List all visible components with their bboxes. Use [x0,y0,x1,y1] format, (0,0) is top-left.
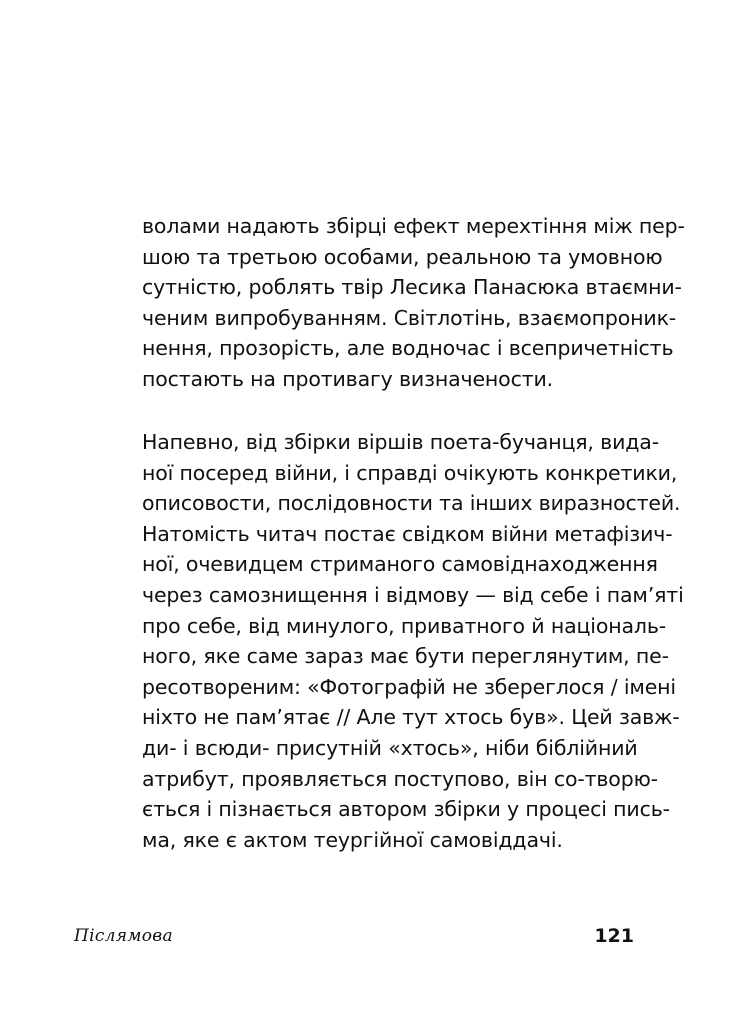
page-number: 121 [594,925,634,947]
text-line: ресотвореним: «Фотографій не збереглося / імені [142,674,676,699]
text-line: ної посеред війни, і справді очікують конкретики, [142,460,678,485]
text-line: постають на противагу визначености. [142,366,554,391]
text-line: волами надають збірці ефект мерехтіння між пер- [142,214,685,238]
text-line: ніхто не пам’ятає // Але тут хтось був». Цей завж- [142,705,680,730]
text-line: ма, яке є актом теургійної самовіддачі. [142,827,563,852]
text-line: сутністю, роблять твір Лесика Панасюка втаємни- [142,275,682,300]
text-line: ного, яке саме зараз має бути переглянутим, пе- [142,644,669,669]
text-line: ється і пізнається автором збірки у процесі пись- [142,797,670,822]
text-line: через самознищення і відмову — від себе і пам’яті [142,582,684,607]
paragraph-1 [142,211,685,395]
text-line: шою та третьою особами, реальною та умовною [142,244,663,269]
text-line: ної, очевидцем стриманого самовіднаходження [142,552,658,577]
text-line: Натомість читач постає свідком війни метафізич- [142,521,673,546]
text-line: атрибут, проявляється поступово, він со-творю- [142,766,658,791]
text-line: про себе, від минулого, приватного й національ- [142,613,667,638]
text-line: Напевно, від збірки віршів поета-бучанця, вида- [142,430,659,454]
text-line: описовости, послідовности та інших виразностей. [142,491,681,516]
text-line: нення, прозорість, але водночас і всепричетність [142,336,674,361]
paragraph-2 [142,427,684,855]
text-line: ди- і всюди- присутній «хтось», ніби біблійний [142,735,638,760]
text-line: ченим випробуванням. Світлотінь, взаємопроник- [142,305,677,330]
running-footer-section-title: Післямова [74,926,173,946]
